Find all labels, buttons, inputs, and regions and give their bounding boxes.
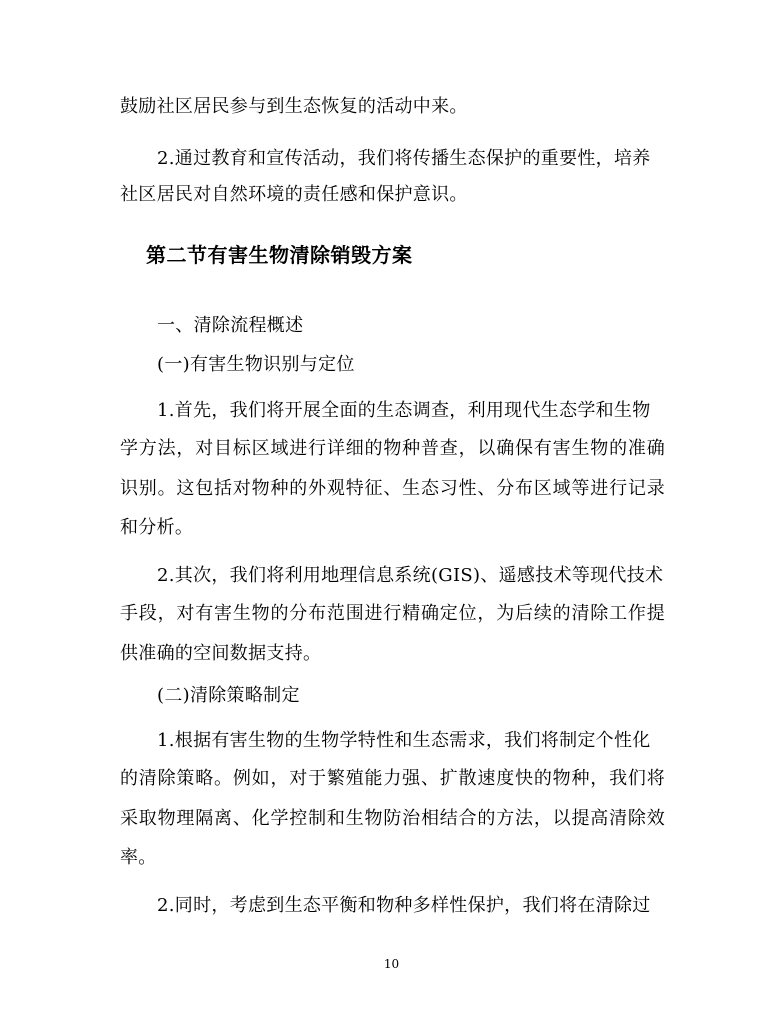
paragraph-line: 识别。这包括对物种的外观特征、生态习性、分布区域等进行记录 <box>120 478 665 499</box>
paragraph-line: 社区居民对自然环境的责任感和保护意识。 <box>120 184 468 205</box>
paragraph-line: 供准确的空间数据支持。 <box>120 643 322 664</box>
paragraph-line: 学方法，对目标区域进行详细的物种普查，以确保有害生物的准确 <box>120 438 665 459</box>
paragraph-line: 2.其次，我们将利用地理信息系统(GIS)、遥感技术等现代技术 <box>157 565 664 586</box>
page-number: 10 <box>383 957 400 971</box>
paragraph-line: 1.根据有害生物的生物学特性和生态需求，我们将制定个性化 <box>157 730 651 751</box>
section-heading: 第二节有害生物清除销毁方案 <box>146 243 413 267</box>
paragraph-line: 率。 <box>120 847 157 868</box>
subsection-heading: (二)清除策略制定 <box>157 685 300 706</box>
paragraph-line: 的清除策略。例如，对于繁殖能力强、扩散速度快的物种，我们将 <box>120 768 665 789</box>
paragraph-line: 和分析。 <box>120 517 194 538</box>
paragraph-line: 1.首先，我们将开展全面的生态调查，利用现代生态学和生物 <box>157 400 651 421</box>
subsection-heading: 一、清除流程概述 <box>157 315 304 336</box>
paragraph-line: 鼓励社区居民参与到生态恢复的活动中来。 <box>120 96 468 117</box>
subsection-heading: (一)有害生物识别与定位 <box>157 354 355 375</box>
paragraph-line: 2.通过教育和宣传活动，我们将传播生态保护的重要性，培养 <box>157 148 651 169</box>
paragraph-line: 手段，对有害生物的分布范围进行精确定位，为后续的清除工作提 <box>120 603 665 624</box>
paragraph-line: 采取物理隔离、化学控制和生物防治相结合的方法，以提高清除效 <box>120 808 665 829</box>
paragraph-line: 2.同时，考虑到生态平衡和物种多样性保护，我们将在清除过 <box>157 895 651 916</box>
